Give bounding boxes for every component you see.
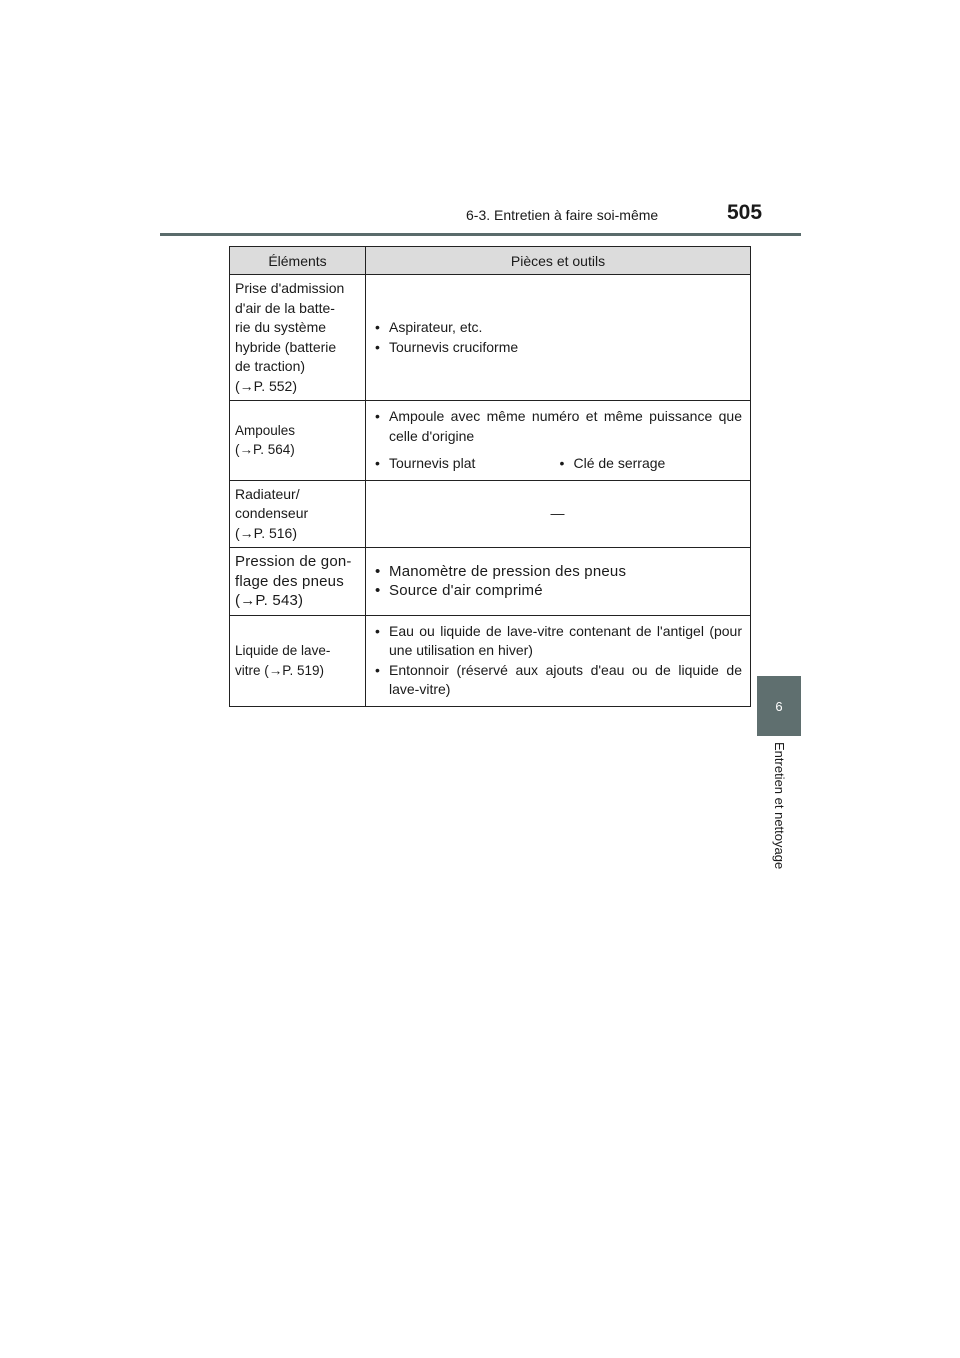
element-line: Prise d'admission bbox=[235, 280, 345, 296]
table-row bbox=[230, 401, 751, 481]
header-divider bbox=[160, 233, 801, 236]
element-cell bbox=[230, 548, 366, 616]
list-item: • Tournevis cruciforme bbox=[373, 338, 742, 358]
chapter-label: Entretien et nettoyage bbox=[772, 742, 787, 870]
list-item: • Aspirateur, etc. bbox=[373, 318, 742, 338]
chapter-number: 6 bbox=[775, 698, 783, 714]
page-reference: (→P. 543) bbox=[235, 592, 304, 609]
header-parts: Pièces et outils bbox=[366, 247, 751, 275]
table-row bbox=[230, 275, 751, 401]
table-header-row bbox=[230, 247, 751, 275]
section-title: 6-3. Entretien à faire soi-même bbox=[466, 207, 659, 223]
parts-list bbox=[373, 407, 742, 446]
element-cell bbox=[230, 480, 366, 548]
list-item: • Source d'air comprimé bbox=[373, 581, 742, 601]
page-reference: (→P. 564) bbox=[235, 442, 295, 458]
table-row bbox=[230, 548, 751, 616]
element-line: flage des pneus bbox=[235, 572, 344, 590]
parts-cell bbox=[366, 401, 751, 481]
parts-list bbox=[373, 622, 742, 700]
element-cell bbox=[230, 401, 366, 481]
element-line: Pression de gon- bbox=[235, 553, 352, 570]
no-parts-dash: — bbox=[550, 505, 565, 521]
chapter-tab bbox=[757, 676, 801, 736]
element-cell bbox=[230, 275, 366, 401]
element-line: Ampoules bbox=[235, 422, 296, 438]
table-row bbox=[230, 480, 751, 548]
element-line: Liquide de lave- bbox=[235, 643, 331, 658]
parts-cell bbox=[366, 615, 751, 706]
parts-list bbox=[373, 318, 742, 357]
parts-list bbox=[373, 562, 742, 601]
list-item: • Manomètre de pression des pneus bbox=[373, 562, 742, 582]
element-line: vitre (→P. 519) bbox=[235, 662, 325, 678]
list-item: • Eau ou liquide de lave-vitre contenant de l'antigel (pour une utilisation en hiver) bbox=[373, 622, 742, 661]
element-line: d'air de la batte- bbox=[235, 299, 335, 316]
element-line: hybride (batterie bbox=[235, 338, 337, 355]
element-line: condenseur bbox=[235, 505, 309, 521]
list-item: • Entonnoir (réservé aux ajouts d'eau ou de liquide de lave-vitre) bbox=[373, 661, 742, 700]
page-number: 505 bbox=[727, 201, 763, 224]
table-row bbox=[230, 615, 751, 706]
parts-tools-table bbox=[229, 246, 751, 707]
element-line: Radiateur/ bbox=[235, 485, 300, 502]
parts-cell bbox=[366, 275, 751, 401]
parts-pair bbox=[373, 454, 742, 474]
parts-cell bbox=[366, 480, 751, 548]
header-elements: Éléments bbox=[230, 247, 366, 275]
parts-cell bbox=[366, 548, 751, 616]
page-reference: (→P. 516) bbox=[235, 524, 297, 541]
list-item: • Tournevis plat bbox=[373, 454, 558, 474]
element-line: rie du système bbox=[235, 319, 327, 335]
page-reference: (→P. 552) bbox=[235, 377, 297, 394]
list-item: • Ampoule avec même numéro et même puissance que celle d'origine bbox=[373, 407, 742, 446]
list-item: • Clé de serrage bbox=[558, 454, 743, 474]
element-cell bbox=[230, 615, 366, 706]
element-line: de traction) bbox=[235, 358, 306, 374]
